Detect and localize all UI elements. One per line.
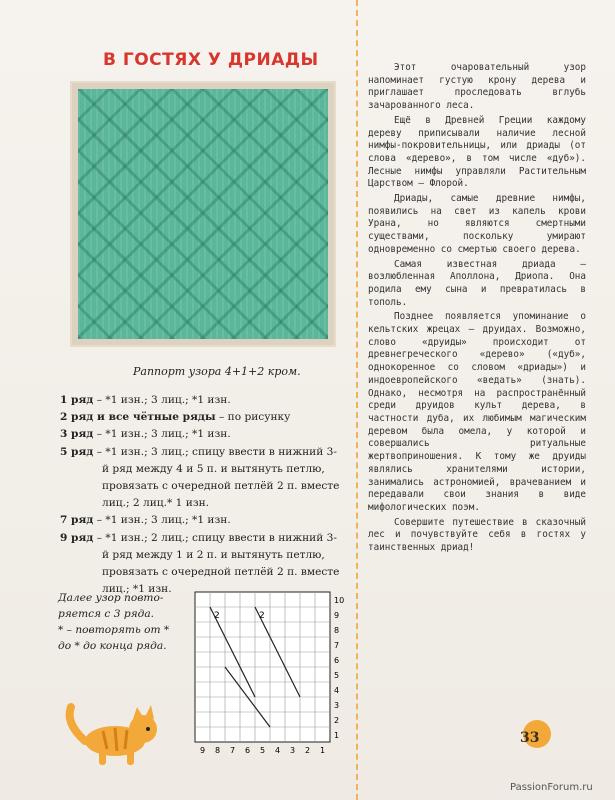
article-paragraph: Самая известная дриада – возлюбленная Аполлона, Дриопа. Она родила ему сына и превратилась в тополь. — [368, 258, 586, 308]
chart-cross-marker: 2 — [259, 611, 265, 621]
row-1 — [60, 392, 340, 409]
chart-row-number: 2 — [334, 716, 340, 725]
row-text: – *1 изн.; 3 лиц.; *1 изн. — [96, 394, 231, 406]
article-paragraph: Этот очаровательный узор напоминает густую крону дерева и приглашает проследовать вглубь зачарованного леса. — [368, 62, 586, 112]
chart-row-number: 5 — [334, 671, 340, 680]
row-label: 1 ряд — [60, 394, 94, 406]
note-line-1: Далее узор повто- ряется с 3 ряда. — [58, 592, 164, 620]
chart-cross-marker: 2 — [214, 611, 220, 621]
chart-row-number: 1 — [334, 731, 340, 740]
row-label: 2 ряд и все чётные ряды — [60, 411, 216, 424]
chart-col-number: 3 — [290, 746, 296, 755]
row-label: 9 ряд — [60, 531, 94, 544]
row-7 — [60, 512, 340, 529]
row-text: – по рисунку — [218, 411, 291, 424]
note-line-2: * – повторять от * — [58, 624, 170, 636]
cat-illustration — [55, 683, 163, 771]
chart-col-number: 6 — [245, 746, 251, 755]
article-text — [368, 62, 586, 557]
chart-row-number: 3 — [334, 701, 340, 710]
row-text: – *1 изн.; 2 лиц.; спицу ввести в нижний 3-й ряд между 1 и 2 п. и вытянуть петлю, провязать с очередной петлёй 2 п. вместе лиц.; *1 изн. — [96, 531, 340, 596]
article-paragraph: Ещё в Древней Греции каждому дереву приписывали наличие лесной нимфы-покровительницы, или дриады (от слова «дерево», в том числе «дуб»). Лесные нимфы управляли Растительным Царством – Флорой. — [368, 114, 586, 190]
chart-col-number: 9 — [200, 746, 206, 755]
chart-col-number: 7 — [230, 746, 236, 755]
chart-row-number: 9 — [334, 611, 340, 620]
row-label: 5 ряд — [60, 445, 94, 458]
row-text: – *1 изн.; 3 лиц.; *1 изн. — [96, 428, 231, 441]
chart-col-number: 2 — [305, 746, 311, 755]
page-number: 33 — [520, 730, 540, 746]
chart-row-number: 7 — [334, 641, 340, 650]
knit-sample-photo — [72, 83, 334, 345]
row-label: 7 ряд — [60, 514, 94, 527]
row-text: – *1 изн.; 3 лиц.; *1 изн. — [96, 514, 231, 527]
column-divider — [356, 0, 358, 800]
repeat-note — [58, 590, 178, 654]
chart-row-number: 10 — [334, 596, 345, 605]
row-text: – *1 изн.; 3 лиц.; спицу ввести в нижний 3-й ряд между 4 и 5 п. и вытянуть петлю, провязать с очередной петлёй 2 п. вместе лиц.; 2 лиц.* 1 изн. — [96, 445, 340, 510]
row-instructions — [60, 392, 340, 598]
row-5 — [60, 444, 340, 513]
article-paragraph: Позднее появляется упоминание о кельтских жрецах – друидах. Возможно, слово «друиды» происходит от древнегреческого «дерево» («дуб», однокоренное со словом «дриады») и индоевропейского «ведать» (знать). Однако, несмотря на распространённый среди друидов культ дерева, в частности дуба, их любимым магическим деревом была омела, у которой и совершались ритуальные жертвоприношения. К тому же друиды являлись хранителями истории, занимались астрономией, врачеванием и передавали свои знания в виде мифологических поэм. — [368, 311, 586, 513]
page-title: В ГОСТЯХ У ДРИАДЫ — [103, 50, 319, 70]
chart-col-number: 8 — [215, 746, 221, 755]
row-2 — [60, 409, 340, 426]
chart-col-number: 1 — [320, 746, 326, 755]
knitting-chart — [191, 588, 353, 768]
row-label: 3 ряд — [60, 428, 94, 441]
article-paragraph: Дриады, самые древние нимфы, появились на свет из капель крови Урана, но являются смертными существами, поскольку умирают одновременно со смертью своего дерева. — [368, 193, 586, 255]
row-3 — [60, 426, 340, 443]
photo-caption: Раппорт узора 4+1+2 кром. — [133, 365, 301, 378]
note-line-3: до * до конца ряда. — [58, 640, 167, 652]
chart-row-number: 4 — [334, 686, 340, 695]
chart-col-number: 5 — [260, 746, 266, 755]
article-paragraph: Совершите путешествие в сказочный лес и почувствуйте себя в гостях у таинственных дриад! — [368, 516, 586, 554]
chart-row-number: 6 — [334, 656, 340, 665]
chart-col-number: 4 — [275, 746, 281, 755]
knit-texture — [78, 89, 328, 339]
chart-row-number: 8 — [334, 626, 340, 635]
watermark: PassionForum.ru — [510, 782, 593, 793]
